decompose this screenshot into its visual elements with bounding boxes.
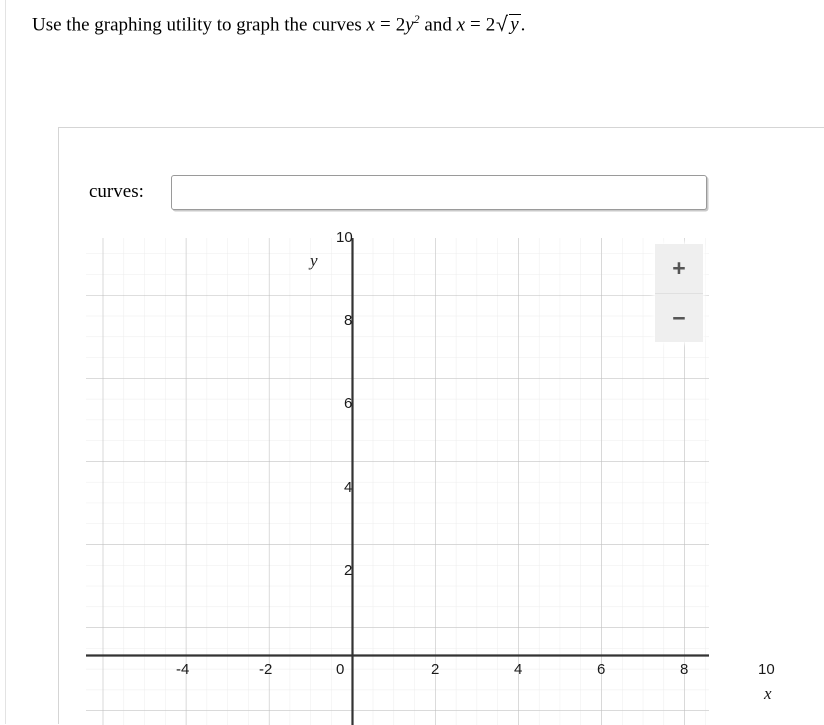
square-root-group: [496, 13, 520, 38]
equation-2-lhs: x: [456, 14, 466, 36]
equation-1-coefficient: 2: [395, 14, 406, 36]
prompt-period: .: [520, 14, 526, 36]
equation-2-equals: =: [470, 14, 481, 36]
y-tick-label-2: 2: [344, 562, 353, 579]
x-tick-label-8: 8: [680, 661, 689, 678]
zoom-out-button[interactable]: −: [655, 293, 703, 342]
problem-statement: [32, 12, 525, 38]
radical-sign-icon: [496, 14, 508, 31]
x-tick-label-4: 4: [514, 661, 523, 678]
graph-grid: [86, 238, 709, 725]
zoom-controls: [655, 244, 703, 342]
graphing-utility-panel: [58, 127, 824, 724]
equation-1-equals: =: [379, 14, 391, 36]
page-left-rule: [5, 0, 6, 724]
zoom-in-button[interactable]: +: [655, 244, 703, 293]
equation-2-coefficient: 2: [485, 14, 496, 36]
equation-1-lhs: x: [366, 14, 375, 36]
y-tick-label-6: 6: [344, 395, 353, 412]
y-tick-label-10: 10: [336, 229, 353, 246]
x-axis-name-label: x: [764, 684, 772, 703]
y-tick-label-8: 8: [344, 312, 353, 329]
equation-1-exponent: 2: [413, 12, 420, 26]
x-tick-label-6: 6: [597, 661, 606, 678]
x-tick-label-10: 10: [758, 661, 775, 678]
x-tick-label-neg4: -4: [176, 661, 190, 678]
graph-canvas[interactable]: [86, 229, 775, 725]
curves-label: curves:: [89, 181, 144, 202]
radicand: y: [510, 14, 519, 36]
x-tick-label-neg2: -2: [259, 661, 273, 678]
y-tick-label-4: 4: [344, 479, 353, 496]
y-axis-name-label: y: [310, 251, 318, 270]
prompt-lead-text: Use the graphing utility to graph the curves: [32, 14, 362, 36]
x-tick-label-0: 0: [336, 661, 345, 678]
x-tick-label-2: 2: [431, 661, 440, 678]
equation-1-variable: y: [405, 14, 414, 36]
curves-input[interactable]: [171, 175, 707, 210]
prompt-conjunction: and: [424, 14, 452, 36]
